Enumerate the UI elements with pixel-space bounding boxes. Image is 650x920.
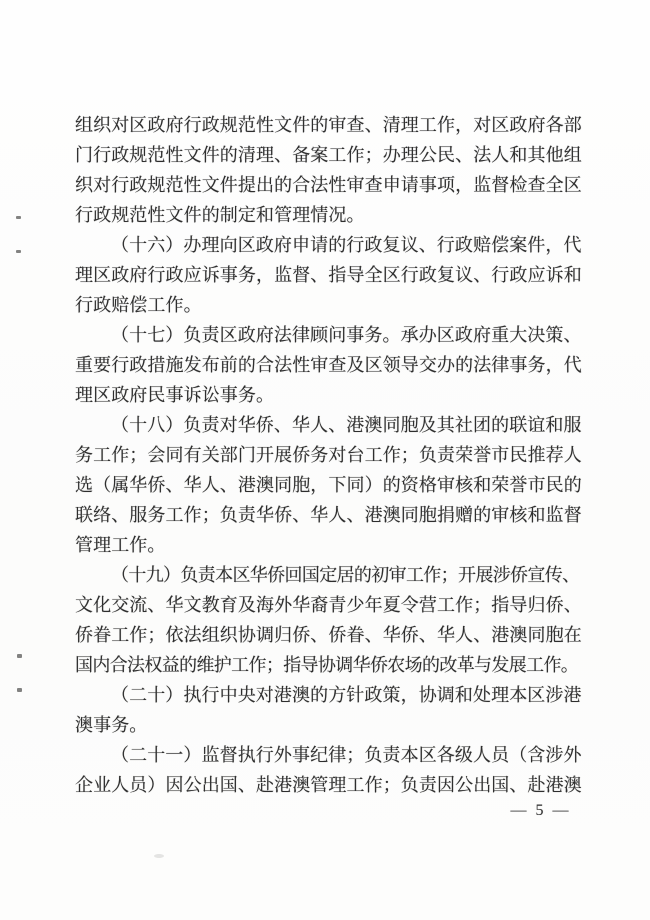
text-line: 管理工作。 <box>75 535 166 555</box>
text-line: 文化交流、华文教育及海外华裔青少年夏令营工作；指导归侨、 <box>75 595 582 615</box>
text-line: 选（属华侨、华人、港澳同胞，下同）的资格审核和荣誉市民的 <box>75 475 582 495</box>
text-line: 侨眷工作；依法组织协调归侨、侨眷、华侨、华人、港澳同胞在 <box>75 625 582 645</box>
scan-speck <box>17 688 22 692</box>
text-block <box>75 110 585 800</box>
scan-speck <box>17 654 22 658</box>
paragraph-clause-15-continuation <box>75 110 585 230</box>
text-line: 重要行政措施发布前的合法性审查及区领导交办的法律事务，代 <box>75 355 582 375</box>
text-line: 联络、服务工作；负责华侨、华人、港澳同胞捐赠的审核和监督 <box>75 505 582 525</box>
paragraph-clause-17 <box>75 320 585 410</box>
text-line: 组织对区政府行政规范性文件的审查、清理工作，对区政府各部 <box>75 115 582 135</box>
paragraph-clause-21 <box>75 740 585 800</box>
text-line: 企业人员）因公出国、赴港澳管理工作；负责因公出国、赴港澳 <box>75 775 582 795</box>
paragraph-clause-19 <box>75 560 585 680</box>
paragraph-clause-16 <box>75 230 585 320</box>
text-line: （十九）负责本区华侨回国定居的初审工作；开展涉侨宣传、 <box>111 565 580 585</box>
text-line: 行政赔偿工作。 <box>75 295 202 315</box>
text-line: 织对行政规范性文件提出的合法性审查申请事项，监督检查全区 <box>75 175 582 195</box>
text-line: 行政规范性文件的制定和管理情况。 <box>75 205 365 225</box>
text-line: （十六）办理向区政府申请的行政复议、行政赔偿案件，代 <box>111 235 582 255</box>
text-line: 澳事务。 <box>75 715 148 735</box>
text-line: 国内合法权益的维护工作；指导协调华侨农场的改革与发展工作。 <box>75 655 579 675</box>
text-line: （十七）负责区政府法律顾问事务。承办区政府重大决策、 <box>111 325 582 345</box>
scan-speck <box>16 250 21 253</box>
paragraph-clause-20 <box>75 680 585 740</box>
scan-smudge <box>154 854 164 858</box>
text-line: （二十一）监督执行外事纪律；负责本区各级人员（含涉外 <box>111 745 582 765</box>
text-line: 门行政规范性文件的清理、备案工作；办理公民、法人和其他组 <box>75 145 582 165</box>
scan-speck <box>16 216 21 219</box>
page-number: — 5 — <box>510 802 570 819</box>
text-line: 理区政府民事诉讼事务。 <box>75 385 275 405</box>
text-line: （十八）负责对华侨、华人、港澳同胞及其社团的联谊和服 <box>111 415 582 435</box>
text-line: 理区政府行政应诉事务，监督、指导全区行政复议、行政应诉和 <box>75 265 582 285</box>
text-line: 务工作；会同有关部门开展侨务对台工作；负责荣誉市民推荐人 <box>75 445 582 465</box>
paragraph-clause-18 <box>75 410 585 560</box>
text-line: （二十）执行中央对港澳的方针政策，协调和处理本区涉港 <box>111 685 582 705</box>
